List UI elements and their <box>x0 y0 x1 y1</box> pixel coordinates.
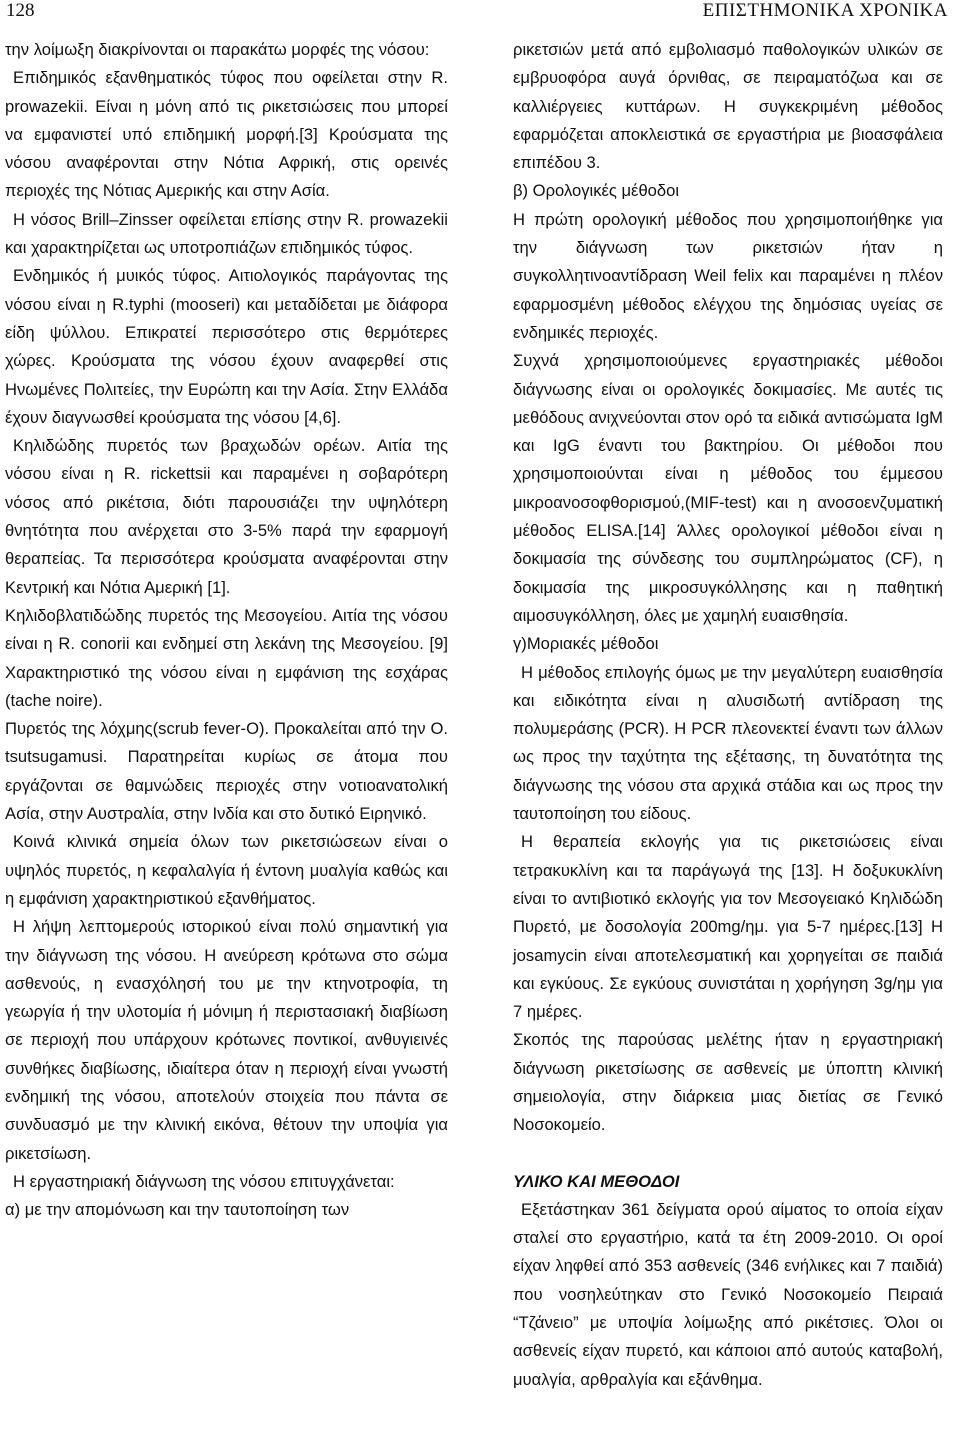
paragraph: την λοίμωξη διακρίνονται οι παρακάτω μορφές της νόσου: <box>5 40 430 59</box>
left-column <box>5 36 448 1224</box>
paragraph: Η λήψη λεπτομερούς ιστορικού είναι πολύ σημαντική για την διάγνωση της νόσου. Η ανεύρεση κρότωνα στο σώμα ασθενούς, η ενασχόλησή του με την κτηνοτροφία, τη γεωργία ή την υλοτομία ή μόνιμη ή περιστασιακή διαβίωση σε περιοχή που υπάρχουν κρότωνες ποντικοί, ανθυγιεινές συνθήκες διαβίωσης, ιδιαίτερα όταν η περιοχή είναι γνωστή ενδημική της νόσου, αποτελούν στοιχεία που πάντα σε συνδυασμό με την κλινική εικόνα, θέτουν την υποψία για ρικετσίωση. <box>5 917 448 1163</box>
journal-running-head: ΕΠΙΣΤΗΜΟΝΙΚΑ ΧΡΟΝΙΚΑ <box>702 0 948 21</box>
paragraph: Κοινά κλινικά σημεία όλων των ρικετσιώσεων είναι ο υψηλός πυρετός, η κεφαλαλγία ή έντονη μυαλγία καθώς και η εμφάνιση χαρακτηριστικού εξανθήματος. <box>5 832 448 908</box>
paragraph: Η πρώτη ορολογική μέθοδος που χρησιμοποιήθηκε για την διάγνωση των ρικετσιών ήταν η συγκολλητινοαντίδραση Weil felix και παραμένει η πλέον εφαρμοσμένη μέθοδος ελέγχου της δημόσιας υγείας σε ενδημικές περιοχές. <box>513 209 943 342</box>
page-number: 128 <box>6 0 35 21</box>
paragraph: Η εργαστηριακή διάγνωση της νόσου επιτυγχάνεται: <box>13 1171 395 1191</box>
paragraph: Κηλιδοβλατιδώδης πυρετός της Μεσογείου. Αιτία της νόσου είναι η R. conorii και ενδημεί στη λεκάνη της Μεσογείου. [9] Χαρακτηριστικό της νόσου είναι η εμφάνιση της εσχάρας (tache noire). <box>5 605 448 710</box>
subheading: β) Ορολογικές μέθοδοι <box>513 181 680 201</box>
section-heading: ΥΛΙΚΟ ΚΑΙ ΜΕΘΟΔΟΙ <box>513 1171 680 1191</box>
subheading: γ)Μοριακές μέθοδοι <box>513 634 659 654</box>
paragraph: Η μέθοδος επιλογής όμως με την μεγαλύτερη ευαισθησία και ειδικότητα είναι η αλυσιδωτή αντίδραση της πολυμεράσης (PCR). Η PCR πλεονεκτεί έναντι των άλλων ως προς την ταχύτητα της εξέτασης, τη δυνατότητα της διάγνωσης της νόσου στα αρχικά στάδια και ως προς την ταυτοποίηση του είδους. <box>513 662 943 824</box>
paragraph: Πυρετός της λόχμης(scrub fever-O). Προκαλείται από την O. tsutsugamusi. Παρατηρείται κυρίως σε άτομα που εργάζονται σε θαμνώδεις περιοχές στην νοτιοανατολική Ασία, στην Αυστραλία, στην Ινδία και στο δυτικό Ειρηνικό. <box>5 719 448 824</box>
paragraph: Ενδημικός ή μυικός τύφος. Αιτιολογικός παράγοντας της νόσου είναι η R.typhi (mooseri) και μεταδίδεται με διάφορα είδη ψύλλου. Επικρατεί περισσότερο στις θερμότερες χώρες. Κρούσματα της νόσου έχουν αναφερθεί στις Ηνωμένες Πολιτείες, την Ευρώπη και την Ασία. Στην Ελλάδα έχουν διαγνωσθεί κρούσματα της νόσου [4,6]. <box>5 266 448 427</box>
paragraph: Εξετάστηκαν 361 δείγματα ορού αίματος το οποία είχαν σταλεί στο εργαστήριο, κατά τα έτη 2009-2010. Οι οροί είχαν ληφθεί από 353 ασθενείς (346 ενήλικες και 7 παιδιά) που νοσηλεύτηκαν στο Γενικό Νοσοκομείο Πειραιά “Τζάνειο” με υποψία λοίμωξης από ρικέτσιες. Όλοι οι ασθενείς είχαν πυρετό, και κάποιοι από αυτούς καταβολή, μυαλγία, αρθραλγία και εξάνθημα. <box>513 1199 943 1389</box>
paragraph: Η νόσος Brill–Zinsser οφείλεται επίσης στην R. prowazekii και χαρακτηρίζεται ως υποτροπιάζων επιδημικός τύφος. <box>5 209 448 258</box>
paragraph: Συχνά χρησιμοποιούμενες εργαστηριακές μέθοδοι διάγνωσης είναι οι ορολογικές δοκιμασίες. Με αυτές τις μεθόδους ανιχνεύονται στον ορό τα ειδικά αντισώματα IgM και IgG έναντι του βακτηρίου. Οι μέθοδοι που χρησιμοποιούνται είναι η μέθοδος του έμμεσου μικροανοσοφθορισμού,(MIF-test) και η ανοσοενζυματική μέθοδος ELISA.[14] Άλλες ορολογικοί μέθοδοι είναι η δοκιμασία της σύνδεσης του συμπληρώματος (CF), η δοκιμασία της μικροσυγκόλλησης και η παθητική αιμοσυγκόλληση, όλες με χαμηλή ευαισθησία. <box>513 351 943 625</box>
paragraph: Σκοπός της παρούσας μελέτης ήταν η εργαστηριακή διάγνωση ρικετσίωσης σε ασθενείς με ύποπτη κλινική σημειολογία, στην διάρκεια μιας διετίας σε Γενικό Νοσοκομείο. <box>513 1030 943 1135</box>
paragraph: Η θεραπεία εκλογής για τις ρικετσιώσεις είναι τετρακυκλίνη και τα παράγωγά της [13]. Η δοξυκυκλίνη είναι το αντιβιοτικό εκλογής για τον Μεσογειακό Κηλιδώδη Πυρετό, με δοσολογία 200mg/ημ. για 5-7 ημέρες.[13] Η josamycin είναι αποτελεσματική και χορηγείται σε παιδιά και εγκύους. Σε εγκύους συνιστάται η χορήγηση 3g/ημ για 7 ημέρες. <box>513 832 943 1022</box>
paragraph: ρικετσιών μετά από εμβολιασμό παθολογικών υλικών σε εμβρυοφόρα αυγά όρνιθας, σε πειραματόζωα και σε καλλιέργειες κυττάρων. Η συγκεκριμένη μέθοδος εφαρμόζεται αποκλειστικά σε εργαστήρια με βιοασφάλεια επιπέδου 3. <box>513 40 943 173</box>
paragraph: Κηλιδώδης πυρετός των βραχωδών ορέων. Αιτία της νόσου είναι η R. rickettsii και παραμένει η σοβαρότερη νόσος από ρικέτσια, διότι παρουσιάζει την υψηλότερη θνητότητα που ανέρχεται στο 3-5% παρά την εφαρμογή θεραπείας. Τα περισσότερα κρούσματα αναφέρονται στην Κεντρική και Νότια Αμερική [1]. <box>5 436 448 597</box>
paragraph: α) με την απομόνωση και την ταυτοποίηση των <box>5 1200 350 1220</box>
right-column <box>513 36 943 1394</box>
paragraph: Επιδημικός εξανθηματικός τύφος που οφείλεται στην R. prowazekii. Είναι η μόνη από τις ρικετσιώσεις που μπορεί να εμφανιστεί υπό επιδημική μορφή.[3] Κρούσματα της νόσου αναφέρονται στην Νότια Αφρική, στις ορεινές περιοχές της Νότιας Αμερικής και στην Ασία. <box>5 68 448 201</box>
